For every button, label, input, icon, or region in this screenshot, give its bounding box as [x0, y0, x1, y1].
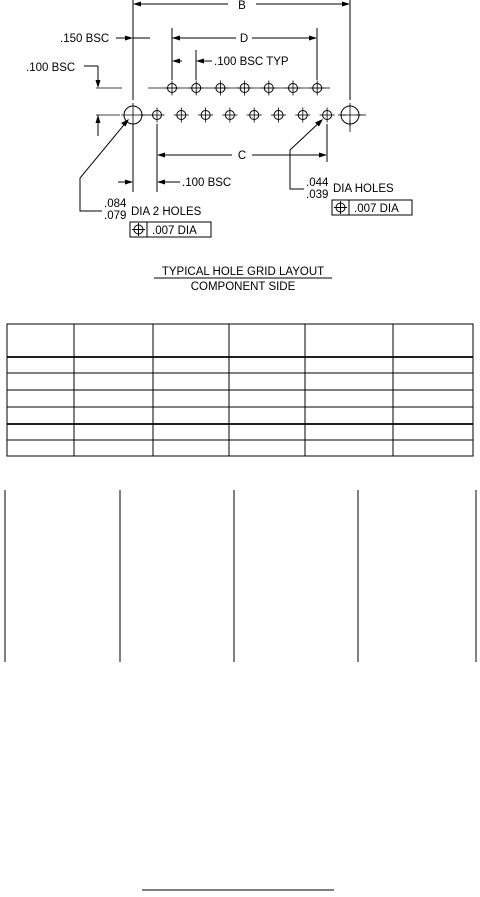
dimension-100-bsc-typ: [172, 50, 289, 80]
dim-b-label: B: [238, 0, 246, 12]
small-hole: [174, 108, 189, 123]
small-hole: [165, 81, 180, 96]
tolerance-frame-right: [332, 200, 412, 215]
dia-2-holes-label: DIA 2 HOLES: [131, 206, 202, 218]
dia-079-label: .079: [104, 210, 127, 222]
caption-title: TYPICAL HOLE GRID LAYOUT: [161, 266, 325, 278]
dia-044-label: .044: [306, 177, 329, 189]
dia-084-label: .084: [104, 198, 127, 210]
small-hole: [295, 108, 310, 123]
bsc-100-typ-label: .100 BSC TYP: [214, 56, 289, 68]
dimension-100-bsc-left: [26, 62, 101, 136]
caption: [154, 266, 332, 293]
small-hole: [222, 108, 237, 123]
small-hole: [150, 108, 165, 123]
caption-subtitle: COMPONENT SIDE: [190, 281, 296, 293]
bsc-150-label: .150 BSC: [60, 33, 110, 45]
hole-grid: [121, 81, 362, 128]
dim-d-label: D: [239, 33, 249, 45]
tolerance-left-value: .007 DIA: [152, 225, 197, 237]
small-hole: [189, 81, 204, 96]
small-hole: [286, 81, 301, 96]
dimension-150-bsc: [60, 33, 182, 45]
dimension-d: [172, 28, 317, 80]
dimension-table: [7, 324, 473, 456]
callout-small-holes: [290, 119, 412, 215]
small-hole: [198, 108, 213, 123]
bsc-100-left-label: .100 BSC: [26, 62, 76, 74]
tolerance-right-value: .007 DIA: [354, 203, 399, 215]
tolerance-frame-left: [130, 222, 211, 237]
small-hole: [271, 108, 286, 123]
centerlines: [96, 88, 366, 132]
small-hole: [213, 81, 228, 96]
dim-c-label: C: [237, 150, 247, 162]
small-hole: [247, 108, 262, 123]
lower-column-lines: [5, 490, 476, 662]
large-mounting-hole: [338, 103, 362, 127]
dimension-100-bsc-bottom: [118, 124, 231, 192]
bsc-100-bottom-label: .100 BSC: [182, 177, 232, 189]
small-hole: [310, 81, 325, 96]
dia-039-label: .039: [306, 189, 329, 201]
dia-holes-label: DIA HOLES: [333, 183, 394, 195]
small-hole: [261, 81, 276, 96]
small-hole: [237, 81, 252, 96]
